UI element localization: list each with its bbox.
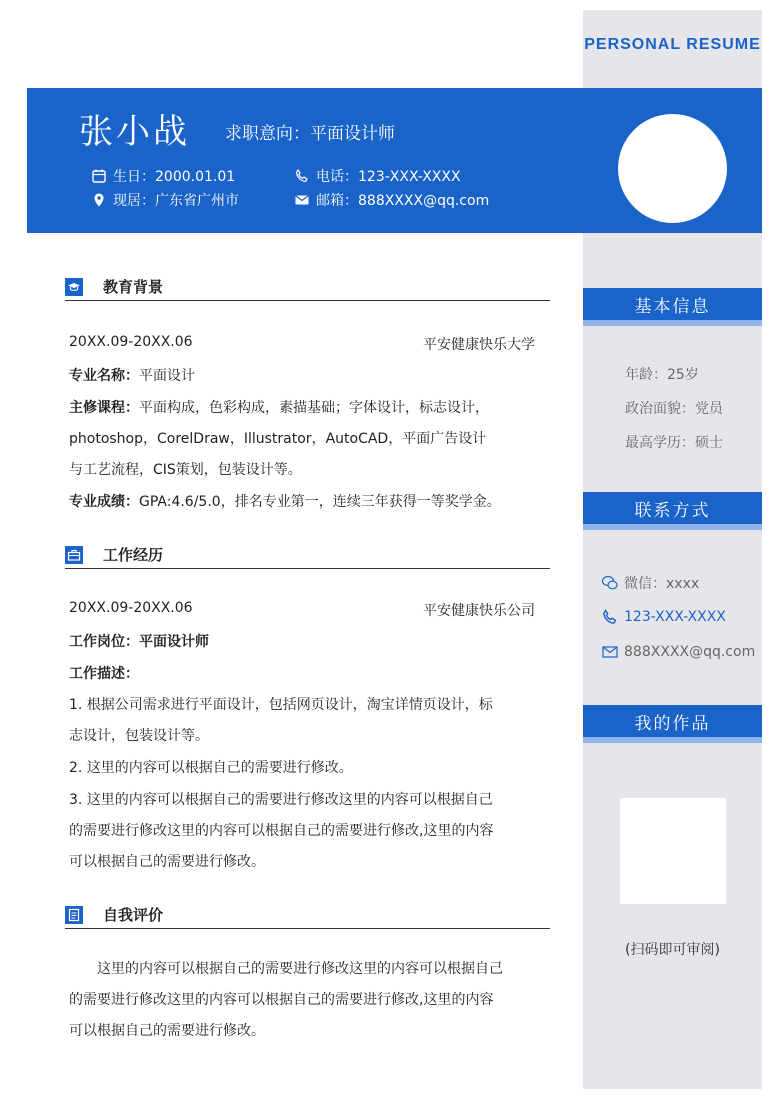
qr-caption: (扫码即可审阅) [625,942,720,958]
education-period: 20XX.09-20XX.06 [69,334,193,350]
self-title: 自我评价 [103,906,164,924]
degree-info: 最高学历：硕士 [625,435,723,451]
work-position [69,631,209,651]
briefcase-icon [65,546,83,564]
residence-text: 现居：广东省广州市 [113,193,239,209]
education-title: 教育背景 [103,278,164,296]
email-info [294,190,489,210]
age-info: 年龄：25岁 [625,367,699,383]
phone-icon [601,608,619,626]
education-courses-1 [69,397,489,417]
avatar [618,114,727,223]
work-company: 平安健康快乐公司 [423,603,535,619]
politics-info: 政治面貌：党员 [625,401,723,417]
phone-icon [294,168,310,184]
work-title: 工作经历 [103,546,164,564]
sidebar-email-text: 888XXXX@qq.com [624,644,756,660]
score-label: 专业成绩： [69,494,139,510]
position-value: 平面设计师 [139,634,209,650]
self-line: 这里的内容可以根据自己的需要进行修改这里的内容可以根据自己 [97,961,503,977]
wechat-text: 微信：xxxx [624,576,700,592]
work-desc-label [69,663,139,683]
mail-icon [601,643,619,661]
work-desc-line: 1. 根据公司需求进行平面设计，包括网页设计，淘宝详情页设计，标 [69,697,493,713]
education-section-header [65,276,550,301]
wechat-icon [601,574,619,592]
work-desc-line: 可以根据自己的需要进行修改。 [69,854,265,870]
email-text: 邮箱：888XXXX@qq.com [316,193,490,209]
self-line: 的需要进行修改这里的内容可以根据自己的需要进行修改,这里的内容 [69,992,494,1008]
sidebar-phone-info [601,608,726,626]
residence-info [91,190,239,210]
work-section-header [65,544,550,569]
major-label: 专业名称： [69,368,139,384]
wechat-info [601,573,699,593]
graduation-cap-icon [65,278,83,296]
self-line: 可以根据自己的需要进行修改。 [69,1023,265,1039]
calendar-icon [91,168,107,184]
sidebar-phone-text: 123-XXX-XXXX [624,609,726,625]
education-courses-2: photoshop，CorelDraw，Illustrator，AutoCAD，平面广告设计 [69,431,487,447]
courses-value-1: 平面构成，色彩构成，素描基础；字体设计，标志设计， [139,400,489,416]
work-desc-line: 志设计，包装设计等。 [69,728,209,744]
location-pin-icon [91,192,107,208]
birthday-text: 生日：2000.01.01 [113,169,236,185]
document-icon [65,906,83,924]
desc-label: 工作描述： [69,666,139,682]
education-courses-3: 与工艺流程，CIS策划，包装设计等。 [69,462,302,478]
birthday-info [91,166,235,186]
works-header: 我的作品 [583,705,762,743]
major-value: 平面设计 [139,368,195,384]
work-period: 20XX.09-20XX.06 [69,600,193,616]
education-major [69,365,195,385]
phone-info [294,166,461,186]
work-desc-line: 2. 这里的内容可以根据自己的需要进行修改。 [69,760,353,776]
resume-title: PERSONAL RESUME [584,36,761,53]
courses-label: 主修课程： [69,400,139,416]
phone-text: 电话：123-XXX-XXXX [316,169,461,185]
work-desc-line: 3. 这里的内容可以根据自己的需要进行修改这里的内容可以根据自己 [69,792,493,808]
work-desc-line: 的需要进行修改这里的内容可以根据自己的需要进行修改,这里的内容 [69,823,494,839]
self-section-header [65,904,550,929]
job-intent: 求职意向：平面设计师 [225,124,395,144]
mail-icon [294,192,310,208]
contact-header: 联系方式 [583,492,762,530]
sidebar-email-info [601,643,755,661]
qr-code-placeholder [620,798,726,904]
score-value: GPA:4.6/5.0，排名专业第一，连续三年获得一等奖学金。 [139,494,501,510]
position-label: 工作岗位： [69,634,139,650]
education-score [69,491,501,511]
education-school: 平安健康快乐大学 [423,337,535,353]
basic-info-header: 基本信息 [583,288,762,326]
candidate-name: 张小战 [79,112,190,152]
